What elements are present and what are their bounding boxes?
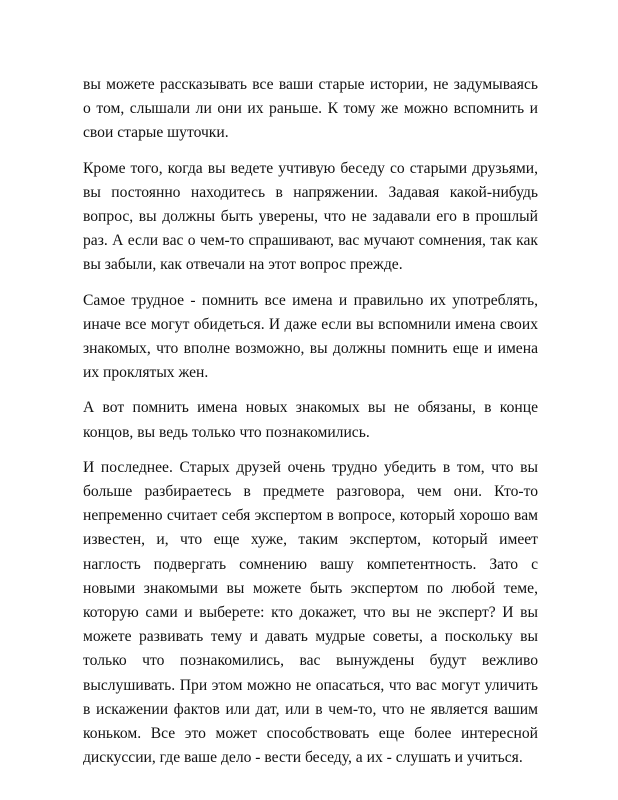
paragraph-1: вы можете рассказывать все ваши старые истории, не задумываясь о том, слышали ли они их раньше. К тому же можно вспомнить и свои старые шуточки. [83,76,538,142]
document-body [83,73,538,770]
paragraph-5: И последнее. Старых друзей очень трудно убедить в том, что вы больше разбираетесь в предмете разговора, чем они. Кто-то непременно считает себя экспертом в вопросе, который хорошо вам известен, и, что еще хуже, таким экспертом, который имеет наглость подвергать сомнению вашу компетентность. Зато с новыми знакомыми вы можете быть экспертом по любой теме, которую сами и выберете: кто докажет, что вы не эксперт? И вы можете развивать тему и давать мудрые советы, а поскольку вы только что познакомились, вас вынуждены будут вежливо выслушивать. При этом можно не опасаться, что вас могут уличить в искажении фактов или дат, или в чем-то, что не является вашим коньком. Все это может способствовать еще более интересной дискуссии, где ваше дело - вести беседу, а их - слушать и учиться. [83,458,538,767]
paragraph-2: Кроме того, когда вы ведете учтивую беседу со старыми друзьями, вы постоянно находитесь в напряжении. Задавая какой-нибудь вопрос, вы должны быть уверены, что не задавали его в прошлый раз. А если вас о чем-то спрашивают, вас мучают сомнения, так как вы забыли, как отвечали на этот вопрос прежде. [83,159,538,274]
paragraph-3: Самое трудное - помнить все имена и правильно их употреблять, иначе все могут обидеться. И даже если вы вспомнили имена своих знакомых, что вполне возможно, вы должны помнить еще и имена их проклятых жен. [83,291,538,382]
paragraph-4: А вот помнить имена новых знакомых вы не обязаны, в конце концов, вы ведь только что познакомились. [83,399,538,441]
